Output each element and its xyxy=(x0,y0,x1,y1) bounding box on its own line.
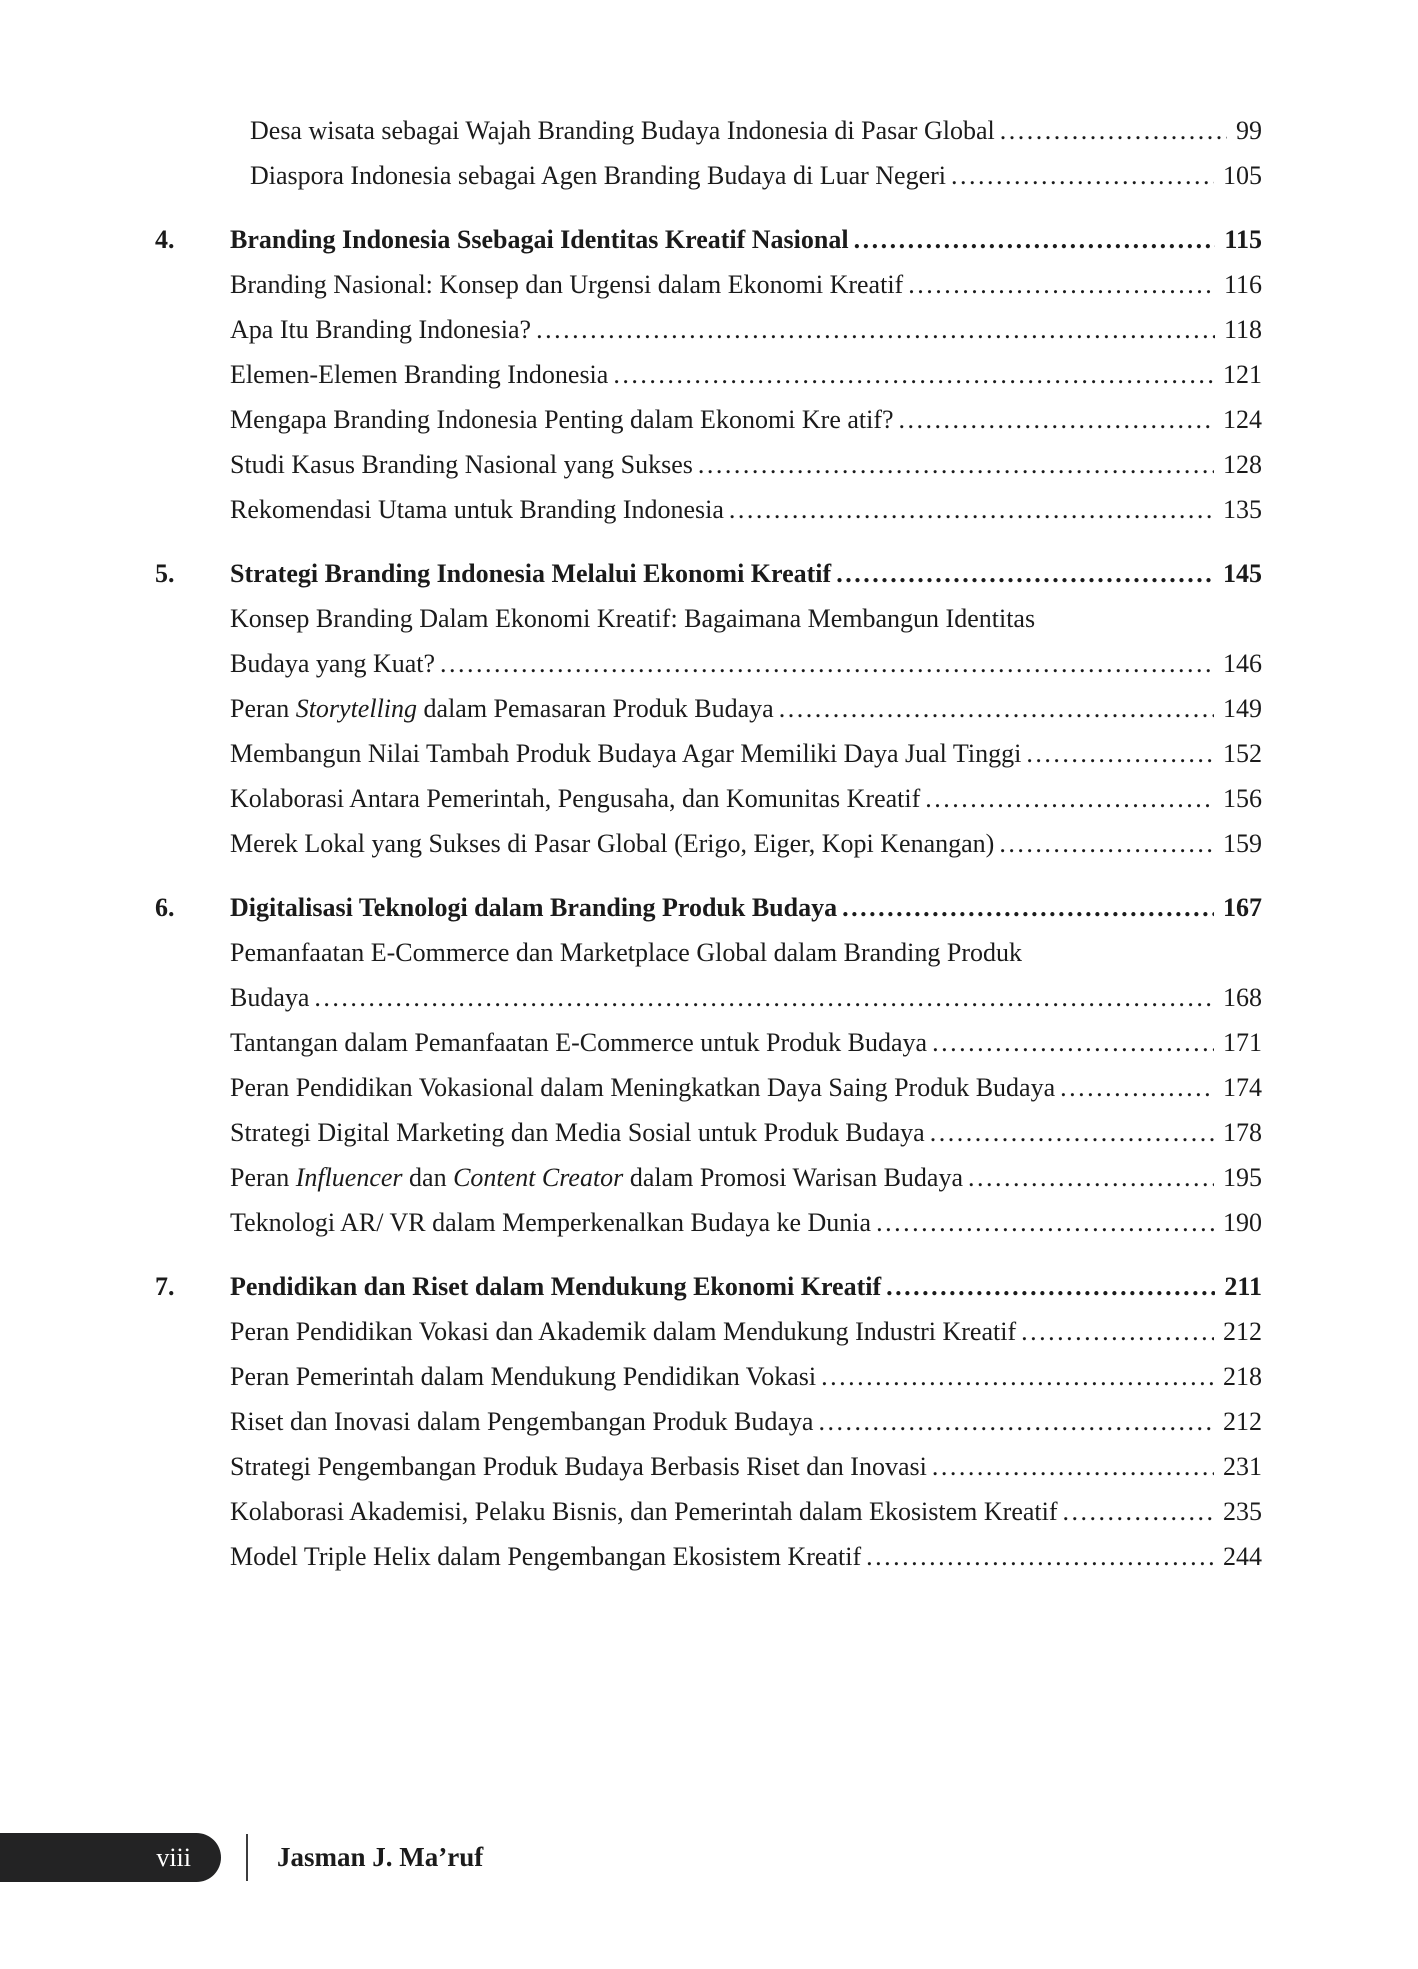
page-number: 156 xyxy=(1223,784,1262,813)
section-title: Digitalisasi Teknologi dalam Branding Produk Budaya xyxy=(230,893,838,922)
page-number: 167 xyxy=(1223,893,1262,922)
toc-entry-title xyxy=(230,776,920,821)
toc-entry-title xyxy=(230,397,894,442)
footer-divider xyxy=(246,1834,248,1881)
page-number: 152 xyxy=(1223,739,1262,768)
toc-entry-title xyxy=(230,487,724,532)
footer-page-pill xyxy=(0,1833,221,1882)
dot-leader xyxy=(932,1020,1214,1065)
page-number: 171 xyxy=(1223,1028,1262,1057)
toc-entry xyxy=(0,307,1418,352)
toc-entry xyxy=(0,442,1418,487)
section-number: 7. xyxy=(155,1272,175,1301)
toc-entry-title xyxy=(230,1110,925,1155)
toc-entry xyxy=(0,1354,1418,1399)
toc-title-segment: Model Triple Helix dalam Pengembangan Ekosistem Kreatif xyxy=(230,1542,862,1571)
dot-leader xyxy=(899,397,1214,442)
toc-entry xyxy=(0,262,1418,307)
page-number: 168 xyxy=(1223,983,1262,1012)
toc-title-segment: Budaya xyxy=(230,983,310,1012)
toc-entry xyxy=(0,1309,1418,1354)
page-number: 135 xyxy=(1223,495,1262,524)
dot-leader xyxy=(866,1534,1214,1579)
toc-entry-title xyxy=(230,1155,963,1200)
toc-entry-line2 xyxy=(0,975,1418,1020)
toc-entry-title xyxy=(230,262,903,307)
toc-title-segment: Diaspora Indonesia sebagai Agen Branding Budaya di Luar Negeri xyxy=(250,161,947,190)
toc-entry xyxy=(0,108,1418,153)
toc-title-italic-segment: Storytelling xyxy=(295,694,418,723)
toc-title-segment: Kolaborasi Antara Pemerintah, Pengusaha, dan Komunitas Kreatif xyxy=(230,784,921,813)
toc-title-segment: Teknologi AR/ VR dalam Memperkenalkan Budaya ke Dunia xyxy=(230,1208,872,1237)
toc-title-segment: Membangun Nilai Tambah Produk Budaya Agar Memiliki Daya Jual Tinggi xyxy=(230,739,1022,768)
toc-title-segment: dalam Promosi Warisan Budaya xyxy=(623,1163,964,1192)
toc-entry-title xyxy=(230,442,693,487)
toc-title-segment: Konsep Branding Dalam Ekonomi Kreatif: Bagaimana Membangun Identitas xyxy=(230,604,1036,633)
toc-entry xyxy=(0,487,1418,532)
toc-entry xyxy=(0,1110,1418,1155)
dot-leader xyxy=(536,307,1215,352)
toc-title-segment: Pemanfaatan E-Commerce dan Marketplace Global dalam Branding Produk xyxy=(230,938,1023,967)
toc-title-segment: Kolaborasi Akademisi, Pelaku Bisnis, dan Pemerintah dalam Ekosistem Kreatif xyxy=(230,1497,1058,1526)
toc-entry xyxy=(0,776,1418,821)
page-number: 121 xyxy=(1223,360,1262,389)
page-number: 99 xyxy=(1236,116,1262,145)
toc-entry-title xyxy=(230,1020,927,1065)
section-number: 4. xyxy=(155,225,175,254)
page-number: 105 xyxy=(1223,161,1262,190)
page-number: 159 xyxy=(1223,829,1262,858)
dot-leader xyxy=(1000,108,1227,153)
page-number: 218 xyxy=(1223,1362,1262,1391)
toc-title-segment: dalam Pemasaran Produk Budaya xyxy=(417,694,774,723)
section-title: Pendidikan dan Riset dalam Mendukung Ekonomi Kreatif xyxy=(230,1272,882,1301)
toc-entry xyxy=(0,1065,1418,1110)
page-number: 231 xyxy=(1223,1452,1262,1481)
dot-leader xyxy=(818,1399,1214,1444)
toc-entry-title xyxy=(230,686,774,731)
toc-entry-line1 xyxy=(0,596,1418,641)
toc-entry-title xyxy=(250,108,995,153)
dot-leader xyxy=(930,1110,1214,1155)
toc-entry-line1 xyxy=(0,930,1418,975)
toc-entry xyxy=(0,352,1418,397)
page-number: 212 xyxy=(1223,1407,1262,1436)
toc-title-segment: Merek Lokal yang Sukses di Pasar Global (Erigo, Eiger, Kopi Kenangan) xyxy=(230,829,995,858)
page-number: 178 xyxy=(1223,1118,1262,1147)
section-title: Strategi Branding Indonesia Melalui Ekonomi Kreatif xyxy=(230,559,832,588)
dot-leader xyxy=(836,551,1214,596)
toc-entry-title xyxy=(230,821,994,866)
toc-entry xyxy=(0,153,1418,198)
toc-title-segment: Peran Pendidikan Vokasi dan Akademik dalam Mendukung Industri Kreatif xyxy=(230,1317,1017,1346)
page-number: 115 xyxy=(1224,225,1262,254)
toc-entry-title xyxy=(230,1489,1058,1534)
dot-leader xyxy=(968,1155,1214,1200)
page-number: 190 xyxy=(1223,1208,1262,1237)
dot-leader xyxy=(1021,1309,1214,1354)
toc-title-segment: Riset dan Inovasi dalam Pengembangan Produk Budaya xyxy=(230,1407,814,1436)
toc-entry-title xyxy=(230,1200,871,1245)
toc-entry-title xyxy=(230,930,1022,975)
toc-title-italic-segment: Content Creator xyxy=(453,1163,624,1192)
toc-entry-title xyxy=(230,641,435,686)
toc-title-segment: Budaya yang Kuat? xyxy=(230,649,436,678)
toc-entry-line2 xyxy=(0,641,1418,686)
page-number: 211 xyxy=(1224,1272,1262,1301)
dot-leader xyxy=(779,686,1214,731)
toc-entry xyxy=(0,731,1418,776)
dot-leader xyxy=(821,1354,1214,1399)
toc-title-segment: Desa wisata sebagai Wajah Branding Budaya Indonesia di Pasar Global xyxy=(250,116,995,145)
toc-entry-title xyxy=(230,1309,1016,1354)
toc-title-segment: Peran Pemerintah dalam Mendukung Pendidikan Vokasi xyxy=(230,1362,817,1391)
toc-title-segment: Elemen-Elemen Branding Indonesia xyxy=(230,360,609,389)
toc-entry-title xyxy=(230,1354,816,1399)
toc-entry xyxy=(0,1444,1418,1489)
toc-title-segment: Peran xyxy=(230,1163,296,1192)
dot-leader xyxy=(932,1444,1214,1489)
toc-title-segment: Branding Nasional: Konsep dan Urgensi dalam Ekonomi Kreatif xyxy=(230,270,904,299)
page-number: 118 xyxy=(1223,315,1262,344)
dot-leader xyxy=(876,1200,1214,1245)
toc-entry-title xyxy=(230,352,608,397)
dot-leader xyxy=(842,885,1214,930)
dot-leader xyxy=(925,776,1214,821)
toc-entry xyxy=(0,397,1418,442)
toc-title-segment: Mengapa Branding Indonesia Penting dalam Ekonomi Kre atif? xyxy=(230,405,894,434)
page-number: 174 xyxy=(1223,1073,1262,1102)
toc-section-heading xyxy=(0,551,1418,596)
page-number: 116 xyxy=(1223,270,1262,299)
page-number: 124 xyxy=(1223,405,1262,434)
dot-leader xyxy=(613,352,1214,397)
page-number: 235 xyxy=(1223,1497,1262,1526)
toc-section-heading xyxy=(0,885,1418,930)
toc-entry xyxy=(0,821,1418,866)
section-title: Branding Indonesia Ssebagai Identitas Kreatif Nasional xyxy=(230,225,849,254)
dot-leader xyxy=(908,262,1215,307)
dot-leader xyxy=(698,442,1214,487)
footer-page-label: viii xyxy=(156,1842,191,1872)
toc-entry-title xyxy=(250,153,946,198)
section-number: 6. xyxy=(155,893,175,922)
toc-title-segment: Rekomendasi Utama untuk Branding Indonesia xyxy=(230,495,724,524)
footer-author: Jasman J. Ma’ruf xyxy=(277,1842,484,1872)
toc-title-segment: Tantangan dalam Pemanfaatan E-Commerce untuk Produk Budaya xyxy=(230,1028,928,1057)
toc-entry-title xyxy=(230,1065,1055,1110)
toc-entry xyxy=(0,1020,1418,1065)
page-number: 244 xyxy=(1223,1542,1262,1571)
toc-entry-title xyxy=(230,975,309,1020)
toc-entry xyxy=(0,1399,1418,1444)
page-number: 145 xyxy=(1223,559,1262,588)
dot-leader xyxy=(440,641,1214,686)
toc-entry xyxy=(0,1534,1418,1579)
toc-entry-title xyxy=(230,1534,861,1579)
page-number: 195 xyxy=(1223,1163,1262,1192)
toc-entry xyxy=(0,1489,1418,1534)
toc-title-segment: Studi Kasus Branding Nasional yang Sukses xyxy=(230,450,693,479)
dot-leader xyxy=(854,217,1216,262)
dot-leader xyxy=(886,1264,1215,1309)
toc-entry xyxy=(0,1155,1418,1200)
toc-entry-title xyxy=(230,307,531,352)
dot-leader xyxy=(999,821,1214,866)
toc-title-segment: Apa Itu Branding Indonesia? xyxy=(230,315,532,344)
toc-list xyxy=(0,108,1418,1579)
page-number: 146 xyxy=(1223,649,1262,678)
toc-title-segment: Peran Pendidikan Vokasional dalam Meningkatkan Daya Saing Produk Budaya xyxy=(230,1073,1056,1102)
page-number: 128 xyxy=(1223,450,1262,479)
page-number: 149 xyxy=(1223,694,1262,723)
dot-leader xyxy=(951,153,1214,198)
toc-title-segment: dan xyxy=(402,1163,454,1192)
toc-entry xyxy=(0,1200,1418,1245)
toc-entry-title xyxy=(230,596,1035,641)
dot-leader xyxy=(1063,1489,1214,1534)
toc-section-heading xyxy=(0,217,1418,262)
toc-title-segment: Strategi Pengembangan Produk Budaya Berbasis Riset dan Inovasi xyxy=(230,1452,927,1481)
toc-entry-title xyxy=(230,1444,927,1489)
toc-section-heading xyxy=(0,1264,1418,1309)
toc-title-segment: Strategi Digital Marketing dan Media Sosial untuk Produk Budaya xyxy=(230,1118,925,1147)
page-number: 212 xyxy=(1223,1317,1262,1346)
toc-title-italic-segment: Influencer xyxy=(295,1163,403,1192)
dot-leader xyxy=(1060,1065,1214,1110)
dot-leader xyxy=(314,975,1214,1020)
toc-entry-title xyxy=(230,1399,813,1444)
section-number: 5. xyxy=(155,559,175,588)
toc-entry xyxy=(0,686,1418,731)
dot-leader xyxy=(729,487,1214,532)
toc-entry-title xyxy=(230,731,1021,776)
dot-leader xyxy=(1026,731,1214,776)
toc-title-segment: Peran xyxy=(230,694,296,723)
